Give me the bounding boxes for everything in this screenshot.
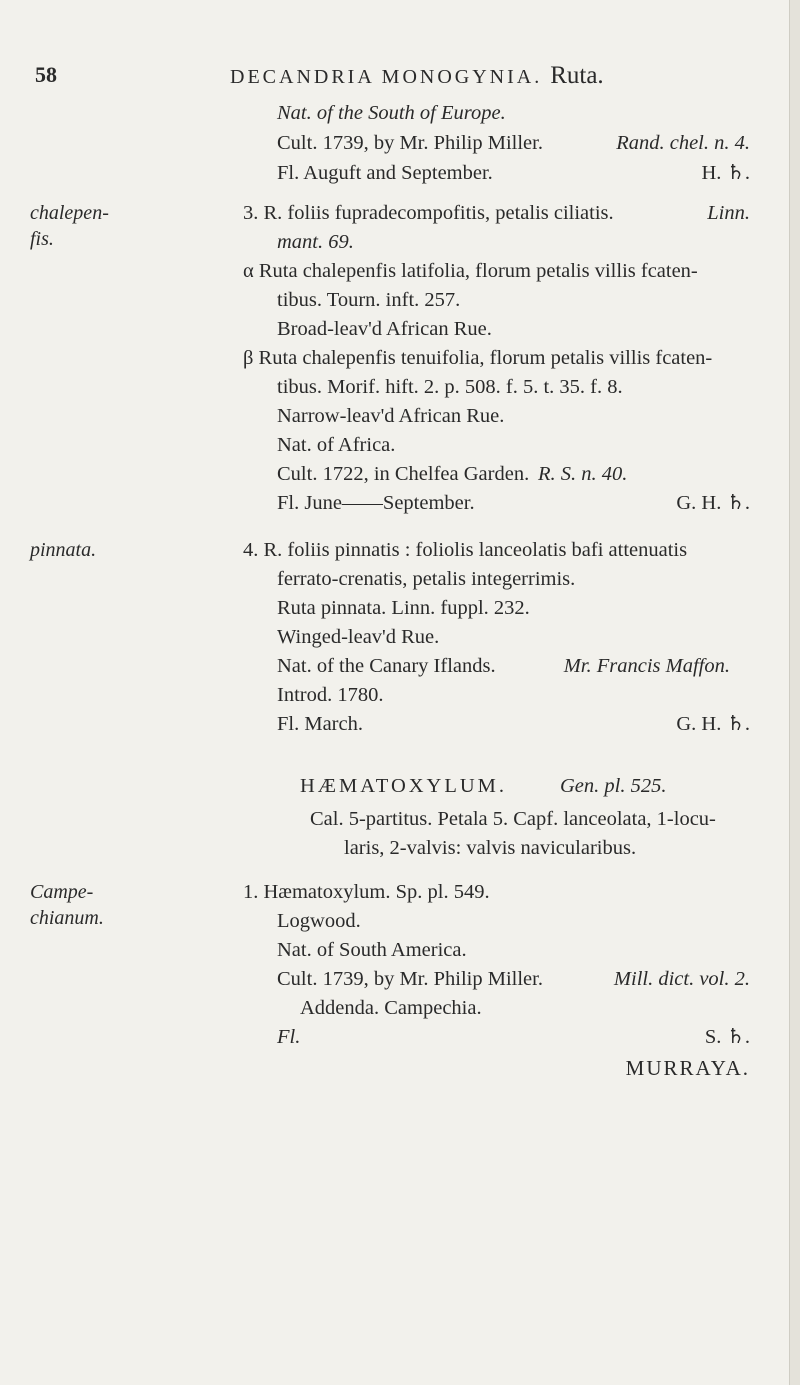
genus-heading-ref: Gen. pl. 525. (560, 775, 667, 797)
genus-heading: HÆMATOXYLUM. (300, 775, 508, 797)
side-label-line: chalepen- (30, 202, 109, 224)
species-1-line2: Logwood. (277, 910, 361, 932)
variety-beta-line2: tibus. Morif. hift. 2. p. 508. f. 5. t. 35. f. 8. (277, 376, 623, 398)
variety-alpha-line1: α Ruta chalepenfis latifolia, florum petalis villis fcaten- (243, 260, 698, 282)
intro-fl: Fl. Auguft and September. (277, 162, 493, 184)
page-edge (789, 0, 800, 1385)
side-label-campechianum (30, 879, 104, 931)
species-3-line1: 3. R. foliis fupradecompofitis, petalis ciliatis. (243, 202, 614, 224)
intro-nat: Nat. of the South of Europe. (277, 102, 506, 124)
side-label-line: fis. (30, 228, 54, 250)
species-1-fl: Fl. (277, 1026, 301, 1048)
intro-fl-code: H. ♄. (701, 162, 750, 184)
side-label-pinnata: pinnata. (30, 539, 97, 561)
variety-alpha-line2: tibus. Tourn. inft. 257. (277, 289, 461, 311)
species-3-cult-ref: R. S. n. 40. (538, 463, 628, 485)
running-head-genus: Ruta. (550, 62, 604, 89)
species-3-fl-code: G. H. ♄. (676, 492, 750, 514)
species-4-introd: Introd. 1780. (277, 684, 384, 706)
species-4-line2: ferrato-crenatis, petalis integerrimis. (277, 568, 576, 590)
variety-alpha-line3: Broad-leav'd African Rue. (277, 318, 492, 340)
species-1-nat: Nat. of South America. (277, 939, 467, 961)
species-4-fl-code: G. H. ♄. (676, 713, 750, 735)
catchword: MURRAYA. (625, 1056, 750, 1080)
intro-cult-ref: Rand. chel. n. 4. (616, 132, 750, 154)
species-3-nat: Nat. of Africa. (277, 434, 396, 456)
side-label-line: Campe- (30, 881, 94, 903)
species-1-addenda: Addenda. Campechia. (300, 997, 482, 1019)
species-4-nat-ref: Mr. Francis Maffon. (563, 655, 730, 677)
species-1-line1: 1. Hæmatoxylum. Sp. pl. 549. (243, 881, 490, 903)
intro-cult: Cult. 1739, by Mr. Philip Miller. (277, 132, 543, 154)
side-label-line: chianum. (30, 907, 104, 929)
variety-beta-line1: β Ruta chalepenfis tenuifolia, florum petalis villis fcaten- (243, 347, 713, 369)
species-3-ref: Linn. (707, 202, 750, 224)
running-head-class: DECANDRIA MONOGYNIA. (230, 66, 543, 88)
species-4-line3: Ruta pinnata. Linn. fuppl. 232. (277, 597, 530, 619)
running-head (230, 62, 604, 90)
species-3-line2: mant. 69. (277, 231, 354, 253)
species-1-cult: Cult. 1739, by Mr. Philip Miller. (277, 968, 543, 990)
side-label-chalepensis (30, 200, 109, 252)
species-4-nat: Nat. of the Canary Iflands. (277, 655, 496, 677)
species-4-line1: 4. R. foliis pinnatis : foliolis lanceolatis bafi attenuatis (243, 539, 688, 561)
species-4-line4: Winged-leav'd Rue. (277, 626, 440, 648)
variety-beta-line3: Narrow-leav'd African Rue. (277, 405, 505, 427)
species-1-fl-code: S. ♄. (704, 1026, 750, 1048)
species-3-cult: Cult. 1722, in Chelfea Garden. (277, 463, 530, 485)
species-3-fl: Fl. June——September. (277, 492, 475, 514)
species-1-cult-ref: Mill. dict. vol. 2. (613, 968, 750, 990)
genus-character-line1: Cal. 5-partitus. Petala 5. Capf. lanceolata, 1-locu- (310, 808, 716, 830)
genus-character-line2: laris, 2-valvis: valvis navicularibus. (344, 837, 637, 859)
page-number: 58 (35, 62, 57, 87)
species-4-fl: Fl. March. (277, 713, 363, 735)
